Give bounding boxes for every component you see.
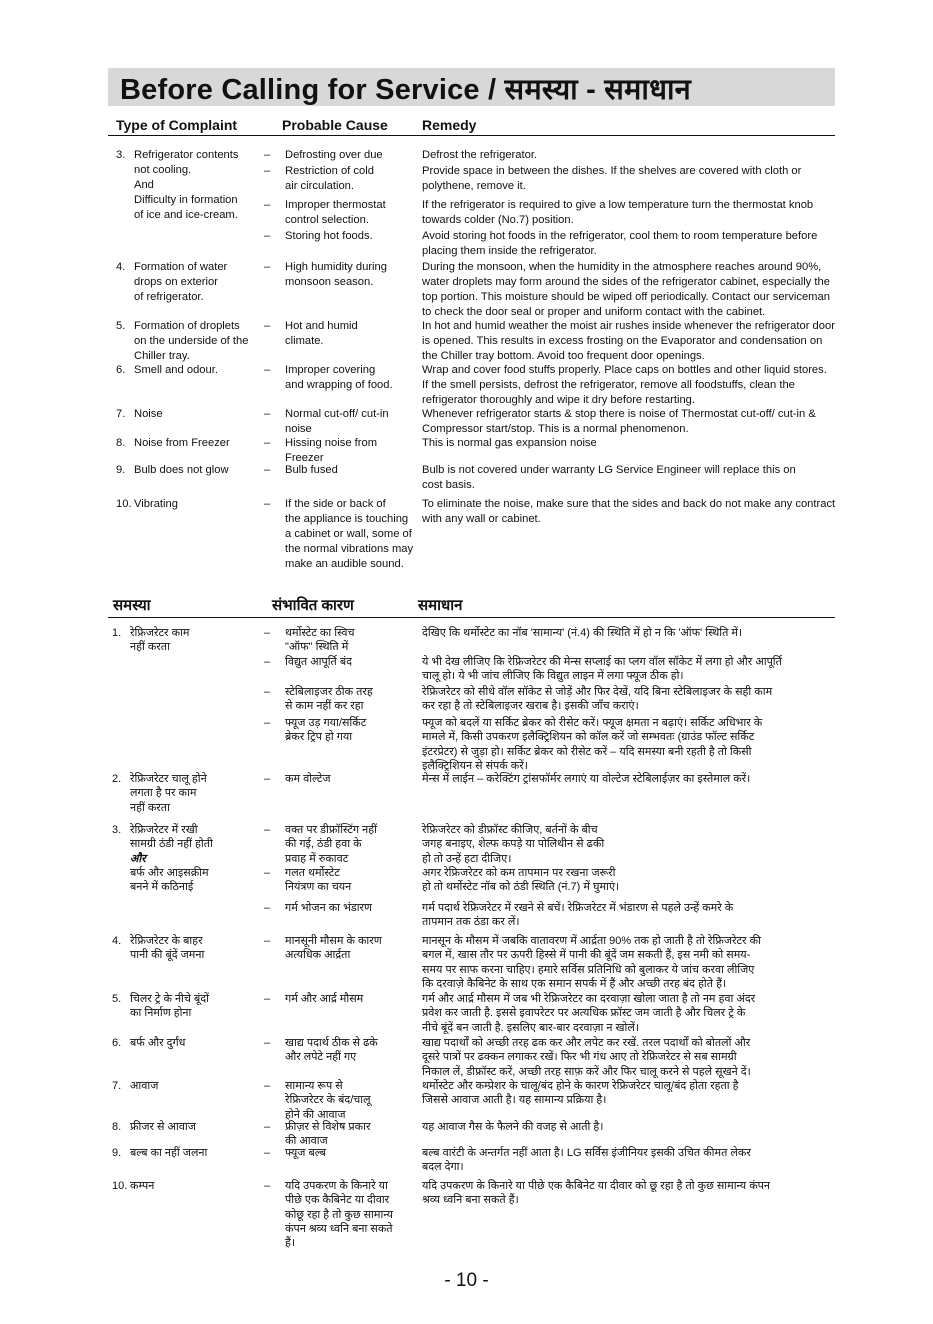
header-remedy-hi: समाधान (418, 597, 463, 614)
remedy-line: प्रवेश कर जाती है. इससे इवापरेटर पर अत्यधिक फ्रॉस्ट जम जाती है और चिलर ट्रे के (422, 1007, 746, 1020)
cause-line: monsoon season. (285, 276, 374, 288)
cause-line: हैं। (285, 1237, 296, 1250)
complaint-line: और (130, 852, 146, 865)
remedy-line: दूसरे पात्रों पर ढक्कन लगाकर रखें। फिर भी गंध आए तो रेफ्रिजरेटर से सब सामग्री (422, 1051, 737, 1064)
remedy-cell (422, 823, 604, 866)
remedy-line: रेफ्रिजरेटर को डीफ्रॉस्ट कीजिए, बर्तनों के बीच (422, 824, 598, 836)
remedy-cell (422, 901, 733, 930)
remedy-line: इलैक्ट्रिशियन से संपर्क करें। (422, 759, 528, 772)
cause-dash: – (264, 261, 271, 273)
cause-line: Storing hot foods. (285, 230, 373, 242)
remedy-line: कि दरवाज़े कैबिनेट के साथ एक समान सपर्क में हैं और अच्छी तरह बंद होते हैं। (422, 977, 727, 990)
remedy-line: अगर रेफ्रिजरेटर को कम तापमान पर रखना जरूरी (422, 867, 616, 879)
cause-line: the appliance is touching (285, 513, 409, 525)
row-number: 6. (116, 364, 126, 376)
page-title-bar (108, 68, 835, 106)
row-number: 5. (116, 320, 126, 332)
complaint-line: लगता है पर काम (130, 787, 197, 800)
cause-line: सामान्य रूप से (285, 1080, 343, 1092)
remedy-line: Bulb is not covered under warranty LG Service Engineer will replace this on (422, 464, 796, 476)
cause-dash: – (264, 686, 271, 698)
cause-line: गर्म और आर्द्र मौसम (285, 993, 364, 1005)
cause-dash: – (264, 824, 271, 836)
row-number: 5. (112, 993, 122, 1005)
cause-line: थर्मोस्टेट का स्विच (285, 627, 355, 639)
complaint-cell (134, 463, 229, 478)
complaint-line: Noise from Freezer (134, 437, 230, 449)
cause-line: the normal vibrations may (285, 543, 414, 555)
cause-line: climate. (285, 335, 324, 347)
cause-line: पीछे एक कैबिनेट या दीवार (285, 1194, 390, 1207)
remedy-line: देखिए कि थर्मोस्टेट का नॉब 'सामान्य' (नं.4) की स्थिति में हो न कि 'ऑफ' स्थिति में। (422, 627, 743, 639)
row-number: 1. (112, 627, 122, 639)
remedy-cell (422, 497, 836, 527)
row-number: 7. (116, 408, 126, 420)
complaint-cell (130, 1146, 207, 1160)
cause-line: ब्रेकर ट्रिप हो गया (285, 731, 353, 744)
cause-dash: – (264, 902, 271, 914)
cause-cell (285, 363, 393, 393)
cause-dash: – (264, 199, 271, 211)
cause-cell (285, 1120, 370, 1149)
complaint-line: And (134, 179, 154, 191)
cause-dash: – (264, 498, 271, 510)
remedy-cell (422, 992, 755, 1035)
remedy-line: खाद्य पदार्थों को अच्छी तरह ढक कर और लपेट कर रखें. तरल पदार्थों को बोतलों और (422, 1037, 751, 1049)
cause-line: Freezer (285, 452, 324, 464)
remedy-line: Compressor start/stop. This is a normal phenomenon. (422, 423, 689, 435)
page-number: - 10 - (444, 1270, 489, 1291)
cause-line: प्रवाह में रुकावट (285, 852, 349, 865)
remedy-line: रेफ्रिजरेटर को सीधे वॉल सॉकेट से जोड़ें और फिर देखें, यदि बिना स्टेबिलाइजर के सही काम (422, 686, 773, 698)
complaint-cell (130, 1036, 185, 1050)
complaint-line: रेफ्रिजरेटर में रखी (130, 824, 198, 836)
cause-line: स्टेबिलाइजर ठीक तरह (285, 686, 373, 698)
cause-line: से काम नहीं कर रहा (285, 700, 364, 713)
page-title: Before Calling for Service / समस्या - समाधान (120, 74, 691, 106)
cause-line: की गई, ठंडी हवा के (285, 838, 362, 851)
cause-line: की आवाज (285, 1135, 328, 1148)
cause-cell (285, 463, 338, 478)
row-number: 6. (112, 1037, 122, 1049)
cause-dash: – (264, 165, 271, 177)
cause-dash: – (264, 464, 271, 476)
row-number: 9. (116, 464, 126, 476)
cause-cell (285, 1036, 378, 1065)
remedy-cell (422, 319, 835, 364)
remedy-line: is opened. This results in excess frosting on the Evaporator and condensation on (422, 335, 823, 347)
complaint-line: Vibrating (134, 498, 178, 510)
remedy-line: To eliminate the noise, make sure that the sides and back do not make any contract (422, 498, 836, 510)
row-number: 8. (112, 1121, 122, 1133)
remedy-cell (422, 1146, 751, 1175)
remedy-line: यदि उपकरण के किनारे या पीछे एक कैबिनेट या दीवार को छू रहा है तो कुछ सामान्य कंपन (422, 1180, 771, 1192)
cause-cell (285, 319, 358, 349)
cause-line: Hot and humid (285, 320, 358, 332)
cause-cell (285, 772, 331, 786)
remedy-line: हो तो थर्मोस्टेट नॉब को ठंडी स्थिति (नं.7) में घुमाएं। (422, 881, 620, 894)
remedy-line: बल्ब वारंटी के अन्तर्गत नहीं आता है। LG सर्विस इंजीनियर इसकी उचित कीमत लेकर (422, 1147, 751, 1159)
cause-cell (285, 655, 352, 669)
complaint-line: not cooling. (134, 164, 192, 176)
remedy-line: गर्म और आर्द्र मौसम में जब भी रेफ्रिजरेटर का दरवाज़ा खोला जाता है तो नम हवा अंदर (422, 993, 756, 1005)
complaint-cell (134, 407, 163, 422)
remedy-cell (422, 229, 817, 259)
cause-dash: – (264, 320, 271, 332)
cause-dash: – (264, 1037, 271, 1049)
cause-cell (285, 823, 377, 866)
remedy-line: बदल देगा। (422, 1161, 464, 1174)
complaint-line: का निर्माण होना (130, 1007, 192, 1020)
complaint-cell (134, 436, 230, 451)
row-number: 4. (116, 261, 126, 273)
remedy-line: हो तो उन्हें हटा दीजिए। (422, 852, 512, 865)
cause-line: रेफ्रिजरेटर के बंद/चालू (285, 1094, 371, 1107)
complaint-cell (130, 823, 213, 894)
remedy-cell (422, 1179, 770, 1208)
row-number: 3. (112, 824, 122, 836)
cause-line: होने की आवाज (285, 1108, 346, 1121)
cause-line: and wrapping of food. (285, 379, 393, 391)
remedy-line: फ्यूज को बदलें या सर्किट ब्रेकर को रीसेट करें। फ्यूज क्षमता न बढ़ाएं। सर्किट अधिभार के (422, 717, 763, 729)
cause-line: Normal cut-off/ cut-in (285, 408, 389, 420)
complaint-cell (130, 626, 189, 655)
remedy-line: Wrap and cover food stuffs properly. Place caps on bottles and other liquid stores. (422, 364, 827, 376)
complaint-cell (130, 772, 207, 815)
cause-dash: – (264, 437, 271, 449)
remedy-line: तापमान तक ठंडा कर लें। (422, 916, 520, 929)
row-number: 2. (112, 773, 122, 785)
cause-line: High humidity during (285, 261, 387, 273)
remedy-line: Defrost the refrigerator. (422, 149, 538, 161)
complaint-line: Smell and odour. (134, 364, 218, 376)
cause-cell (285, 198, 386, 228)
cause-dash: – (264, 364, 271, 376)
cause-line: air circulation. (285, 180, 355, 192)
complaint-cell (130, 992, 209, 1021)
cause-line: और लपेटे नहीं गए (285, 1051, 357, 1064)
cause-dash: – (264, 656, 271, 668)
remedy-cell (422, 866, 619, 895)
remedy-line: the Chiller tray bottom. Avoid too frequent door openings. (422, 350, 705, 362)
remedy-line: कर रहा है तो स्टेबिलाइजर खराब है। इसकी जाँच कराएं। (422, 700, 639, 713)
remedy-cell (422, 772, 750, 786)
cause-dash: – (264, 627, 271, 639)
complaint-cell (130, 934, 204, 963)
complaint-cell (134, 319, 248, 364)
header-cause-hi: संभावित कारण (272, 597, 354, 614)
cause-dash: – (264, 773, 271, 785)
remedy-cell (422, 260, 830, 320)
cause-dash: – (264, 1147, 271, 1159)
remedy-line: During the monsoon, when the humidity in the atmosphere reaches around 90%, (422, 261, 822, 273)
header-divider (108, 135, 835, 136)
row-number: 3. (116, 149, 126, 161)
complaint-line: कम्पन (130, 1180, 155, 1192)
cause-dash: – (264, 717, 271, 729)
cause-line: गर्म भोजन का भंडारण (285, 902, 373, 914)
remedy-cell (422, 934, 761, 991)
cause-line: If the side or back of (285, 498, 386, 510)
cause-line: नियंत्रण का चयन (285, 881, 352, 894)
complaint-line: रेफ्रिजरेटर चालू होने (130, 773, 207, 785)
complaint-cell (134, 260, 227, 305)
complaint-line: Formation of water (134, 261, 228, 273)
remedy-line: water droplets may form around the sides of the refrigerator cabinet, especially the (422, 276, 830, 288)
hindi-table-header (108, 592, 835, 618)
cause-line: control selection. (285, 214, 369, 226)
complaint-cell (134, 497, 178, 512)
cause-cell (285, 497, 413, 572)
row-number: 4. (112, 935, 122, 947)
remedy-cell (422, 148, 537, 163)
remedy-line: मानसून के मौसम में जबकि वातावरण में आर्द्रता 90% तक हो जाती है तो रेफ्रिजरेटर की (422, 935, 761, 947)
cause-line: मानसूनी मौसम के कारण (285, 935, 382, 947)
row-number: 10. (112, 1180, 128, 1192)
header-divider-hi (108, 617, 835, 618)
cause-dash: – (264, 149, 271, 161)
complaint-line: बनने में कठिनाई (130, 881, 194, 894)
complaint-line: चिलर ट्रे के नीचे बूंदों (130, 993, 209, 1005)
remedy-cell (422, 1079, 738, 1108)
remedy-line: मामले में, किसी उपकरण इलैक्ट्रिशियन को कॉल करें जो सम्भवतः (ग्राउंड फॉल्ट सर्किट (422, 731, 755, 744)
cause-cell (285, 866, 351, 895)
cause-cell (285, 685, 373, 714)
cause-cell (285, 626, 354, 655)
complaint-cell (130, 1079, 158, 1093)
complaint-line: नहीं करता (130, 641, 170, 654)
remedy-cell (422, 407, 816, 437)
complaint-cell (130, 1120, 196, 1134)
complaint-cell (130, 1179, 154, 1193)
cause-line: a cabinet or wall, some of (285, 528, 412, 540)
remedy-line: to check the door seal or proper and uniform contact with the cabinet. (422, 306, 766, 318)
complaint-line: Difficulty in formation (134, 194, 238, 206)
header-complaint-hi: समस्या (113, 597, 151, 614)
remedy-cell (422, 626, 742, 640)
cause-line: make an audible sound. (285, 558, 404, 570)
cause-line: अत्यधिक आर्द्रता (285, 949, 351, 962)
remedy-cell (422, 363, 827, 408)
cause-cell (285, 1146, 326, 1160)
row-number: 9. (112, 1147, 122, 1159)
cause-line: noise (285, 423, 312, 435)
cause-line: फ्रीज़र से विशेष प्रकार (285, 1121, 371, 1133)
cause-line: गलत थर्मोस्टेट (285, 867, 340, 879)
complaint-line: Chiller tray. (134, 350, 190, 362)
english-table-header (108, 114, 835, 136)
remedy-cell (422, 164, 801, 194)
cause-cell (285, 436, 377, 466)
cause-cell (285, 901, 372, 915)
remedy-line: Whenever refrigerator starts & stop there is noise of Thermostat cut-off/ cut-in & (422, 408, 816, 420)
remedy-line: यह आवाज गैस के फैलने की वजह से आती है। (422, 1121, 604, 1133)
cause-dash: – (264, 1080, 271, 1092)
cause-cell (285, 164, 374, 194)
remedy-cell (422, 1036, 751, 1079)
remedy-cell (422, 716, 762, 773)
remedy-cell (422, 436, 597, 451)
remedy-line: जगह बनाइए, शेल्फ कपड़े या पोलिथीन से ढकी (422, 838, 605, 851)
complaint-line: Bulb does not glow (134, 464, 229, 476)
row-number: 8. (116, 437, 126, 449)
remedy-line: polythene, remove it. (422, 180, 526, 192)
complaint-line: बर्फ और आइसक्रीम (130, 866, 209, 879)
cause-dash: – (264, 935, 271, 947)
remedy-cell (422, 463, 796, 493)
cause-cell (285, 148, 383, 163)
cause-cell (285, 1079, 371, 1122)
remedy-line: बगल में, खास तौर पर ऊपरी हिस्से में पानी की बूंदें जम सकती हैं, इस नमी को समय- (422, 949, 751, 962)
header-cause: Probable Cause (282, 117, 388, 133)
remedy-cell (422, 1120, 603, 1134)
remedy-line: Provide space in between the dishes. If the shelves are covered with cloth or (422, 165, 802, 177)
header-complaint: Type of Complaint (116, 117, 238, 133)
cause-cell (285, 260, 387, 290)
complaint-line: on the underside of the (134, 335, 249, 347)
cause-line: Hissing noise from (285, 437, 378, 449)
complaint-cell (134, 363, 218, 378)
complaint-line: drops on exterior (134, 276, 218, 288)
cause-line: फ्यूज उड़ गया/सर्किट (285, 717, 367, 729)
complaint-line: of refrigerator. (134, 291, 204, 303)
complaint-line: फ्रीजर से आवाज (130, 1121, 196, 1133)
header-remedy: Remedy (422, 117, 477, 133)
remedy-line: नीचे बूंदें बन जाती है. इसलिए बार-बार दरवाज़ा न खोलें। (422, 1021, 640, 1034)
remedy-line: इंटरप्रेटर) से जुड़ा हो। सर्किट ब्रेकर को रीसेट करें – यदि समस्या बनी रहती है तो किसी (422, 745, 752, 758)
complaint-line: of ice and ice-cream. (134, 209, 238, 221)
cause-line: खाद्य पदार्थ ठीक से ढके (285, 1037, 378, 1049)
cause-dash: – (264, 230, 271, 242)
cause-cell (285, 1179, 393, 1250)
cause-line: वक्त पर डीफ्रॉस्टिंग नहीं (285, 824, 377, 836)
cause-line: Defrosting over due (285, 149, 383, 161)
cause-line: यदि उपकरण के किनारे या (285, 1180, 388, 1192)
remedy-line: मेन्स में लाईन – करेक्टिंग ट्रांसफॉर्मर लगाएं या वोल्टेज स्टेबिलाईज़र का इस्तेमाल करें। (422, 773, 751, 785)
complaint-line: बल्ब का नहीं जलना (130, 1147, 208, 1159)
complaint-line: आवाज (130, 1080, 159, 1092)
row-number: 7. (112, 1080, 122, 1092)
cause-line: "ऑफ" स्थिति में (285, 641, 349, 654)
remedy-line: चालू हो। ये भी जांच लीजिए कि विद्युत लाइन में लगा फ्यूज ठीक हो। (422, 670, 684, 683)
remedy-line: जिससे आवाज आती है। यह सामान्य प्रक्रिया है। (422, 1094, 607, 1107)
remedy-line: placing them inside the refrigerator. (422, 245, 597, 257)
cause-dash: – (264, 993, 271, 1005)
cause-line: कोछू रहा है तो कुछ सामान्य (285, 1208, 393, 1221)
remedy-cell (422, 685, 772, 714)
complaint-cell (134, 148, 238, 223)
cause-cell (285, 229, 373, 244)
cause-dash: – (264, 408, 271, 420)
remedy-line: towards colder (No.7) position. (422, 214, 574, 226)
complaint-line: Noise (134, 408, 163, 420)
remedy-line: refrigerator thoroughly and wipe it dry before restarting. (422, 394, 695, 406)
complaint-line: Formation of droplets (134, 320, 240, 332)
remedy-line: If the smell persists, defrost the refrigerator, remove all foodstuffs, clean the (422, 379, 795, 391)
complaint-line: बर्फ और दुर्गंध (130, 1037, 186, 1049)
remedy-line: In hot and humid weather the moist air rushes inside whenever the refrigerator door (422, 320, 835, 332)
cause-line: कम वोल्टेज (285, 773, 331, 785)
complaint-line: पानी की बूंदें जमना (130, 949, 205, 962)
complaint-line: Refrigerator contents (134, 149, 239, 161)
remedy-cell (422, 198, 813, 228)
remedy-line: ये भी देख लीजिए कि रेफ्रिजरेटर की मेन्स सप्लाई का प्लग वॉल सॉकेट में लगा हो और आपूर्ति (422, 656, 782, 668)
remedy-line: समय पर साफ करना चाहिए। हमारे सर्विस प्रतिनिधि को बुलाकर ये जांच करवा लीजिए (422, 963, 755, 976)
cause-cell (285, 407, 389, 437)
cause-dash: – (264, 1180, 271, 1192)
remedy-line: If the refrigerator is required to give a low temperature turn the thermostat knob (422, 199, 814, 211)
cause-line: Bulb fused (285, 464, 338, 476)
cause-line: विद्युत आपूर्ति बंद (285, 656, 353, 668)
remedy-line: Avoid storing hot foods in the refrigerator, cool them to room temperature before (422, 230, 818, 242)
remedy-line: with any wall or cabinet. (422, 513, 541, 525)
cause-line: Improper thermostat (285, 199, 386, 211)
row-number: 10. (116, 498, 132, 510)
cause-dash: – (264, 1121, 271, 1133)
cause-dash: – (264, 867, 271, 879)
complaint-line: नहीं करता (130, 801, 170, 814)
cause-line: Restriction of cold (285, 165, 374, 177)
cause-cell (285, 716, 366, 745)
remedy-line: श्रव्य ध्वनि बना सकते हैं। (422, 1194, 519, 1207)
cause-line: Improper covering (285, 364, 376, 376)
cause-line: कंपन श्रव्य ध्वनि बना सकते (285, 1222, 393, 1235)
complaint-line: रेफ्रिजरेटर काम (130, 627, 190, 639)
remedy-line: cost basis. (422, 479, 475, 491)
cause-cell (285, 992, 363, 1006)
remedy-line: थर्मोस्टेट और कम्प्रेशर के चालू/बंद होने के कारण रेफ्रिजरेटर चालू/बंद होता रहता है (422, 1080, 739, 1092)
remedy-line: top portion. This moisture should be wiped off periodically. Contact our serviceman (422, 291, 830, 303)
complaint-line: सामग्री ठंडी नहीं होती (130, 838, 213, 851)
remedy-cell (422, 655, 782, 684)
cause-cell (285, 934, 382, 963)
complaint-line: रेफ्रिजरेटर के बाहर (130, 935, 203, 947)
cause-line: फ्यूज बल्ब (285, 1147, 327, 1159)
remedy-line: गर्म पदार्थ रेफ्रिजरेटर में रखने से बचें। रेफ्रिजरेटर में भंडारण से पहले उन्हें कमरे के (422, 902, 734, 914)
remedy-line: This is normal gas expansion noise (422, 437, 597, 449)
remedy-line: निकाल लें, डीफ्रॉस्ट करें, अच्छी तरह साफ़ करें और फिर चालू करने से पहले सूखने दें। (422, 1065, 751, 1078)
